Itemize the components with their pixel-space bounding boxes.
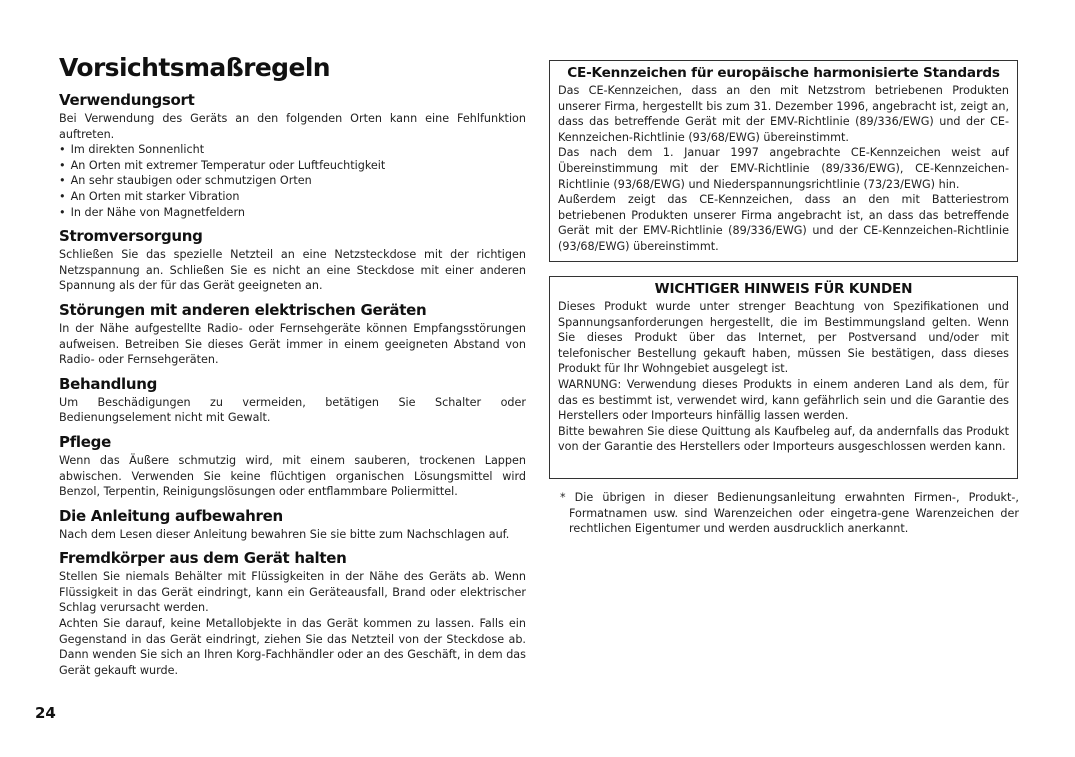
section-heading: Die Anleitung aufbewahren: [59, 506, 283, 525]
bullet-list: [59, 142, 526, 220]
section-text: Stellen Sie niemals Behälter mit Flüssigkeiten in der Nähe des Geräts ab. Wenn Flüssigkeit in das Gerät eindringt, kann ein Geräteausfall, Brand oder elektrischer Schlag verursacht werden.: [59, 570, 526, 615]
section-stoerungen: [59, 300, 526, 368]
section-heading: Pflege: [59, 432, 111, 451]
section-heading: Verwendungsort: [59, 91, 195, 109]
customer-box-text: WARNUNG: Verwendung dieses Produkts in einem anderen Land als dem, für das es bestimmt ist, verwendet wird, kann gefährlich sein und die Garantie des Herstellers oder Importeurs hinfällig lassen werden.: [558, 377, 1009, 423]
ce-box-heading: CE-Kennzeichen für europäische harmonisierte Standards: [567, 65, 1000, 81]
section-text: Bei Verwendung des Geräts an den folgenden Orten kann eine Fehlfunktion auftreten.: [59, 112, 526, 141]
ce-box-text: Das CE-Kennzeichen, dass an den mit Netzstrom betriebenen Produkten unserer Firma, hergestellt bis zum 31. Dezember 1996, angebracht ist, zeigt an, dass das betreffende Gerät mit der EMV-Richtlinie (89/336/EWG) und der CE-Kennzeichen-Richtlinie (93/68/EWG) übereinstimmt.: [558, 84, 1009, 144]
section-text: Achten Sie darauf, keine Metallobjekte in das Gerät kommen zu lassen. Falls ein Gegenstand in das Gerät eindringt, ziehen Sie das Netzteil von der Steckdose ab. Dann wenden Sie sich an Ihren Korg-Fachhändler oder an des Geschäft, in dem das Gerät gekauft wurde.: [59, 617, 526, 677]
bullet-item: • In der Nähe von Magnetfeldern: [59, 205, 526, 221]
bullet-item: • Im direkten Sonnenlicht: [59, 142, 526, 158]
section-fremdkoerper: [59, 548, 526, 678]
bullet-item: • An Orten mit starker Vibration: [59, 189, 526, 205]
section-verwendungsort: [59, 90, 526, 220]
bullet-item: • An sehr staubigen oder schmutzigen Orten: [59, 173, 526, 189]
page-number: 24: [35, 704, 56, 722]
section-text: Nach dem Lesen dieser Anleitung bewahren Sie sie bitte zum Nachschlagen auf.: [59, 527, 510, 541]
trademark-note: * Die übrigen in dieser Bedienungsanleitung erwahnten Firmen-, Produkt-, Formatnamen usw. sind Warenzeichen oder eingetra-gene Warenzeichen der rechtlichen Eigentumer und werden ausdrucklich anerkannt.: [560, 491, 1019, 536]
section-heading: Stromversorgung: [59, 227, 203, 246]
section-pflege: [59, 432, 526, 500]
precautions-column: [59, 90, 526, 678]
section-text: Schließen Sie das spezielle Netzteil an eine Netzsteckdose mit der richtigen Netzspannung an. Schließen Sie es nicht an eine Steckdose mit einer anderen Spannung als der für das Gerät geeigneten an.: [59, 248, 526, 293]
ce-box-text: Das nach dem 1. Januar 1997 angebrachte CE-Kennzeichen weist auf Übereinstimmung mit der EMV-Richtlinie (89/336/EWG), CE-Kennzeichen-Richtlinie (93/68/EWG) und Niederspannungsrichtlinie (73/23/EWG) hin.: [558, 146, 1009, 191]
section-text: Wenn das Äußere schmutzig wird, mit einem sauberen, trockenen Lappen abwischen. Verwenden Sie keine flüchtigen organischen Lösungsmittel wird Benzol, Terpentin, Reinigungslösungen oder entflammbare Poliermittel.: [59, 453, 526, 499]
bullet-item: • An Orten mit extremer Temperatur oder Luftfeuchtigkeit: [59, 158, 526, 174]
section-stromversorgung: [59, 226, 526, 294]
ce-box-text: Außerdem zeigt das CE-Kennzeichen, dass an den mit Batteriestrom betriebenen Produkten unserer Firma angebracht ist, an dass das betreffende Gerät mit der EMV-Richtlinie (89/336/EWG) und der CE-Kennzeichen-Richtlinie (93/68/EWG) übereinstimmt.: [558, 193, 1009, 253]
page-title: Vorsichtsmaßregeln: [59, 53, 330, 82]
customer-box-text: Dieses Produkt wurde unter strenger Beachtung von Spezifikationen und Spannungsanforderungen hergestellt, die im Bestimmungsland gelten. Wenn Sie dieses Produkt über das Internet, per Postversand und/oder mit telefonischer Bestellung gekauft haben, müssen Sie bestätigen, dass dieses Produkt für Ihr Wohngebiet ausgelegt ist.: [558, 300, 1009, 376]
section-anleitung: [59, 506, 526, 543]
customer-box-text: Bitte bewahren Sie diese Quittung als Kaufbeleg auf, da andernfalls das Produkt von der Garantie des Herstellers oder Importeurs ausgeschlossen werden kann.: [558, 424, 1009, 454]
section-text: In der Nähe aufgestellte Radio- oder Fernsehgeräte können Empfangsstörungen aufweisen. Betreiben Sie dieses Gerät immer in einem geeigneten Abstand von Radio- oder Fernsehgeräten.: [59, 321, 526, 367]
section-behandlung: [59, 374, 526, 426]
section-heading: Störungen mit anderen elektrischen Geräten: [59, 300, 427, 319]
section-heading: Behandlung: [59, 374, 158, 393]
customer-notice-box: [549, 276, 1018, 479]
ce-mark-box: [549, 60, 1018, 262]
section-text: Um Beschädigungen zu vermeiden, betätigen Sie Schalter oder Bedienungselement nicht mit Gewalt.: [59, 395, 526, 425]
section-heading: Fremdkörper aus dem Gerät halten: [59, 549, 347, 568]
customer-box-heading: WICHTIGER HINWEIS FÜR KUNDEN: [654, 281, 913, 297]
